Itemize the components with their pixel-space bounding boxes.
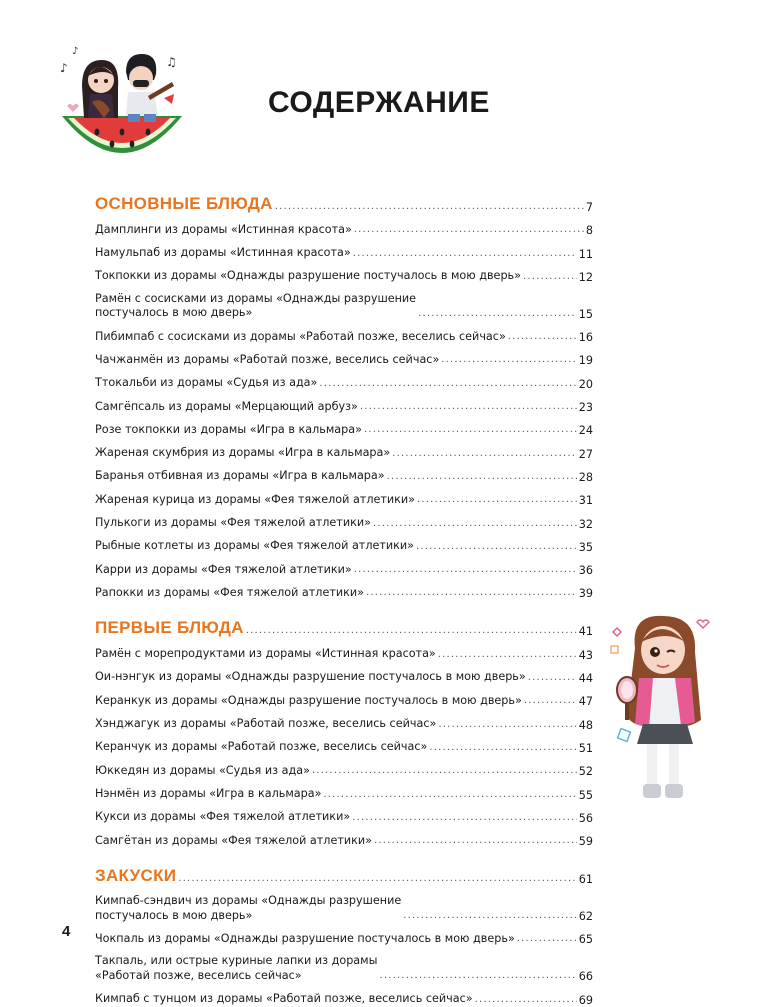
- page-ref: 35: [578, 540, 593, 554]
- toc-entry[interactable]: [95, 261, 593, 284]
- toc-entry[interactable]: [95, 946, 593, 983]
- entry-title: Баранья отбивная из дорамы «Игра в кальмара»: [95, 469, 385, 483]
- entry-title: Ои-нэнгук из дорамы «Однажды разрушение постучалось в мою дверь»: [95, 670, 526, 684]
- page-title: СОДЕРЖАНИЕ: [268, 86, 490, 119]
- page-ref: 39: [578, 587, 593, 601]
- page-ref: 69: [578, 993, 593, 1007]
- page-ref: 24: [578, 424, 593, 438]
- toc-section-header[interactable]: [95, 612, 593, 638]
- dot-leader: [312, 764, 577, 778]
- toc-entry[interactable]: [95, 983, 593, 1006]
- entry-title: Кимпаб-сэндвич из дорамы «Однажды разрушение постучалось в мою дверь»: [95, 894, 402, 922]
- toc-entry[interactable]: [95, 778, 593, 801]
- dot-leader: [438, 648, 577, 662]
- page-ref: 48: [578, 718, 593, 732]
- page-ref: 51: [578, 741, 593, 755]
- dot-leader: [528, 671, 577, 685]
- dot-leader: [364, 423, 577, 437]
- toc-entry[interactable]: [95, 284, 593, 321]
- entry-title: Жареная скумбрия из дорамы «Игра в кальмара»: [95, 446, 391, 460]
- page-ref: 7: [585, 201, 593, 214]
- toc-entry[interactable]: [95, 662, 593, 685]
- entry-title: Такпаль, или острые куриные лапки из дорамы «Работай позже, веселись сейчас»: [95, 954, 378, 982]
- page-ref: 43: [578, 648, 593, 662]
- toc-entry[interactable]: [95, 391, 593, 414]
- entry-title: Хэнджагук из дорамы «Работай позже, веселись сейчас»: [95, 717, 437, 731]
- svg-text:♫: ♫: [166, 55, 177, 69]
- section-title: ПЕРВЫЕ БЛЮДА: [95, 618, 244, 638]
- dot-leader: [354, 223, 584, 237]
- entry-title: Кимпаб с тунцом из дорамы «Работай позже, веселись сейчас»: [95, 992, 473, 1006]
- dot-leader: [246, 624, 577, 638]
- page-ref: 15: [578, 307, 593, 321]
- entry-title: Токпокки из дорамы «Однажды разрушение постучалось в мою дверь»: [95, 269, 521, 283]
- dot-leader: [438, 718, 576, 732]
- entry-title: Рапокки из дорамы «Фея тяжелой атлетики»: [95, 585, 364, 599]
- page-number: 4: [62, 923, 71, 940]
- toc-entry[interactable]: [95, 732, 593, 755]
- toc-entry[interactable]: [95, 484, 593, 507]
- page-ref: 31: [578, 494, 593, 508]
- dot-leader: [441, 353, 576, 367]
- dot-leader: [275, 200, 584, 214]
- toc-section-header[interactable]: [95, 860, 593, 886]
- entry-title: Дамплинги из дорамы «Истинная красота»: [95, 222, 352, 236]
- page-ref: 66: [578, 970, 593, 984]
- dot-leader: [178, 872, 576, 886]
- toc-section-main-dishes: [95, 188, 593, 600]
- toc-entry[interactable]: [95, 414, 593, 437]
- page-ref: 41: [578, 625, 593, 639]
- page-ref: 8: [585, 224, 593, 238]
- entry-title: Керанчук из дорамы «Работай позже, веселись сейчас»: [95, 740, 428, 754]
- page-ref: 47: [578, 695, 593, 709]
- entry-title: Чачжанмён из дорамы «Работай позже, веселись сейчас»: [95, 352, 440, 366]
- entry-title: Самгётан из дорамы «Фея тяжелой атлетики»: [95, 833, 372, 847]
- page-ref: 20: [578, 377, 593, 391]
- entry-title: Пулькоги из дорамы «Фея тяжелой атлетики»: [95, 516, 371, 529]
- dot-leader: [354, 563, 577, 577]
- page-ref: 11: [578, 247, 593, 261]
- dot-leader: [374, 834, 577, 848]
- toc-section-header[interactable]: [95, 188, 593, 214]
- entry-title: Керанкук из дорамы «Однажды разрушение постучалось в мою дверь»: [95, 693, 522, 707]
- page-ref: 16: [578, 331, 593, 345]
- dot-leader: [360, 400, 577, 414]
- dot-leader: [429, 741, 576, 755]
- dot-leader: [517, 932, 577, 946]
- toc-entry[interactable]: [95, 577, 593, 600]
- section-title: ОСНОВНЫЕ БЛЮДА: [95, 194, 273, 213]
- entry-title: Карри из дорамы «Фея тяжелой атлетики»: [95, 562, 352, 576]
- dot-leader: [323, 788, 576, 802]
- page-ref: 65: [578, 933, 593, 947]
- entry-title: Рамён с сосисками из дорамы «Однажды разрушение постучалось в мою дверь»: [95, 291, 417, 320]
- entry-title: Рыбные котлеты из дорамы «Фея тяжелой атлетики»: [95, 539, 415, 553]
- page-ref: 36: [578, 564, 593, 578]
- toc-entry[interactable]: [95, 825, 593, 848]
- toc-entry[interactable]: [95, 554, 593, 577]
- page-ref: 12: [578, 270, 593, 284]
- entry-title: Самгёпсаль из дорамы «Мерцающий арбуз»: [95, 399, 358, 413]
- svg-text:♪: ♪: [60, 61, 68, 75]
- toc-entry[interactable]: [95, 237, 593, 260]
- dot-leader: [418, 307, 577, 321]
- toc-entry[interactable]: [95, 344, 593, 367]
- entry-title: Намульпаб из дорамы «Истинная красота»: [95, 246, 351, 260]
- page-ref: 59: [578, 835, 593, 849]
- entry-title: Пибимпаб с сосисками из дорамы «Работай позже, веселись сейчас»: [95, 329, 506, 343]
- page-ref: 61: [578, 873, 593, 887]
- page-ref: 28: [578, 470, 593, 484]
- dot-leader: [353, 247, 577, 261]
- entry-title: Жареная курица из дорамы «Фея тяжелой атлетики»: [95, 492, 416, 506]
- page-ref: 56: [578, 811, 593, 825]
- page-ref: 62: [578, 910, 593, 924]
- toc-entry[interactable]: [95, 802, 593, 825]
- dot-leader: [416, 540, 577, 554]
- page-ref: 27: [578, 447, 593, 461]
- entry-title: Рамён с морепродуктами из дорамы «Истинная красота»: [95, 647, 436, 661]
- toc-entry[interactable]: [95, 461, 593, 484]
- page-ref: 44: [578, 672, 593, 686]
- toc-entry[interactable]: [95, 531, 593, 554]
- entry-title: Розе токпокки из дорамы «Игра в кальмара»: [95, 422, 362, 436]
- svg-text:♪: ♪: [72, 46, 79, 57]
- toc-entry[interactable]: [95, 685, 593, 708]
- toc-entry[interactable]: [95, 214, 593, 237]
- dot-leader: [373, 517, 577, 531]
- dot-leader: [366, 586, 577, 600]
- toc-section-first-courses: [95, 612, 593, 848]
- dot-leader: [352, 811, 577, 825]
- toc-entry[interactable]: [95, 507, 593, 530]
- dot-leader: [523, 270, 577, 284]
- toc-entry[interactable]: [95, 437, 593, 460]
- toc-entry[interactable]: [95, 708, 593, 731]
- toc-entry[interactable]: [95, 321, 593, 344]
- entry-title: Ттокальби из дорамы «Судья из ада»: [95, 376, 318, 390]
- toc-entry[interactable]: [95, 755, 593, 778]
- toc-entry[interactable]: [95, 367, 593, 390]
- page-ref: 52: [578, 765, 593, 779]
- toc-entry[interactable]: [95, 638, 593, 661]
- toc-entry[interactable]: [95, 923, 593, 946]
- page-ref: 55: [578, 788, 593, 802]
- toc-section-snacks: [95, 860, 593, 1007]
- dot-leader: [387, 470, 577, 484]
- page-ref: 23: [578, 401, 593, 415]
- girl-with-mirror-illustration-icon: [605, 612, 715, 817]
- dot-leader: [319, 377, 576, 391]
- entry-title: Юккедян из дорамы «Судья из ада»: [95, 763, 310, 777]
- dot-leader: [403, 909, 577, 923]
- dot-leader: [508, 330, 577, 344]
- entry-title: Кукси из дорамы «Фея тяжелой атлетики»: [95, 810, 351, 824]
- entry-title: Чокпаль из дорамы «Однажды разрушение постучалось в мою дверь»: [95, 931, 515, 945]
- dot-leader: [524, 694, 577, 708]
- dot-leader: [417, 493, 577, 507]
- section-title: ЗАКУСКИ: [95, 866, 177, 886]
- dot-leader: [379, 969, 576, 983]
- watermelon-couple-illustration-icon: [52, 32, 192, 172]
- toc-entry[interactable]: [95, 886, 593, 923]
- page-ref: 32: [578, 517, 593, 531]
- dot-leader: [392, 447, 577, 461]
- table-of-contents: [95, 188, 593, 1007]
- entry-title: Нэнмён из дорамы «Игра в кальмара»: [95, 786, 322, 800]
- page-ref: 19: [578, 354, 593, 368]
